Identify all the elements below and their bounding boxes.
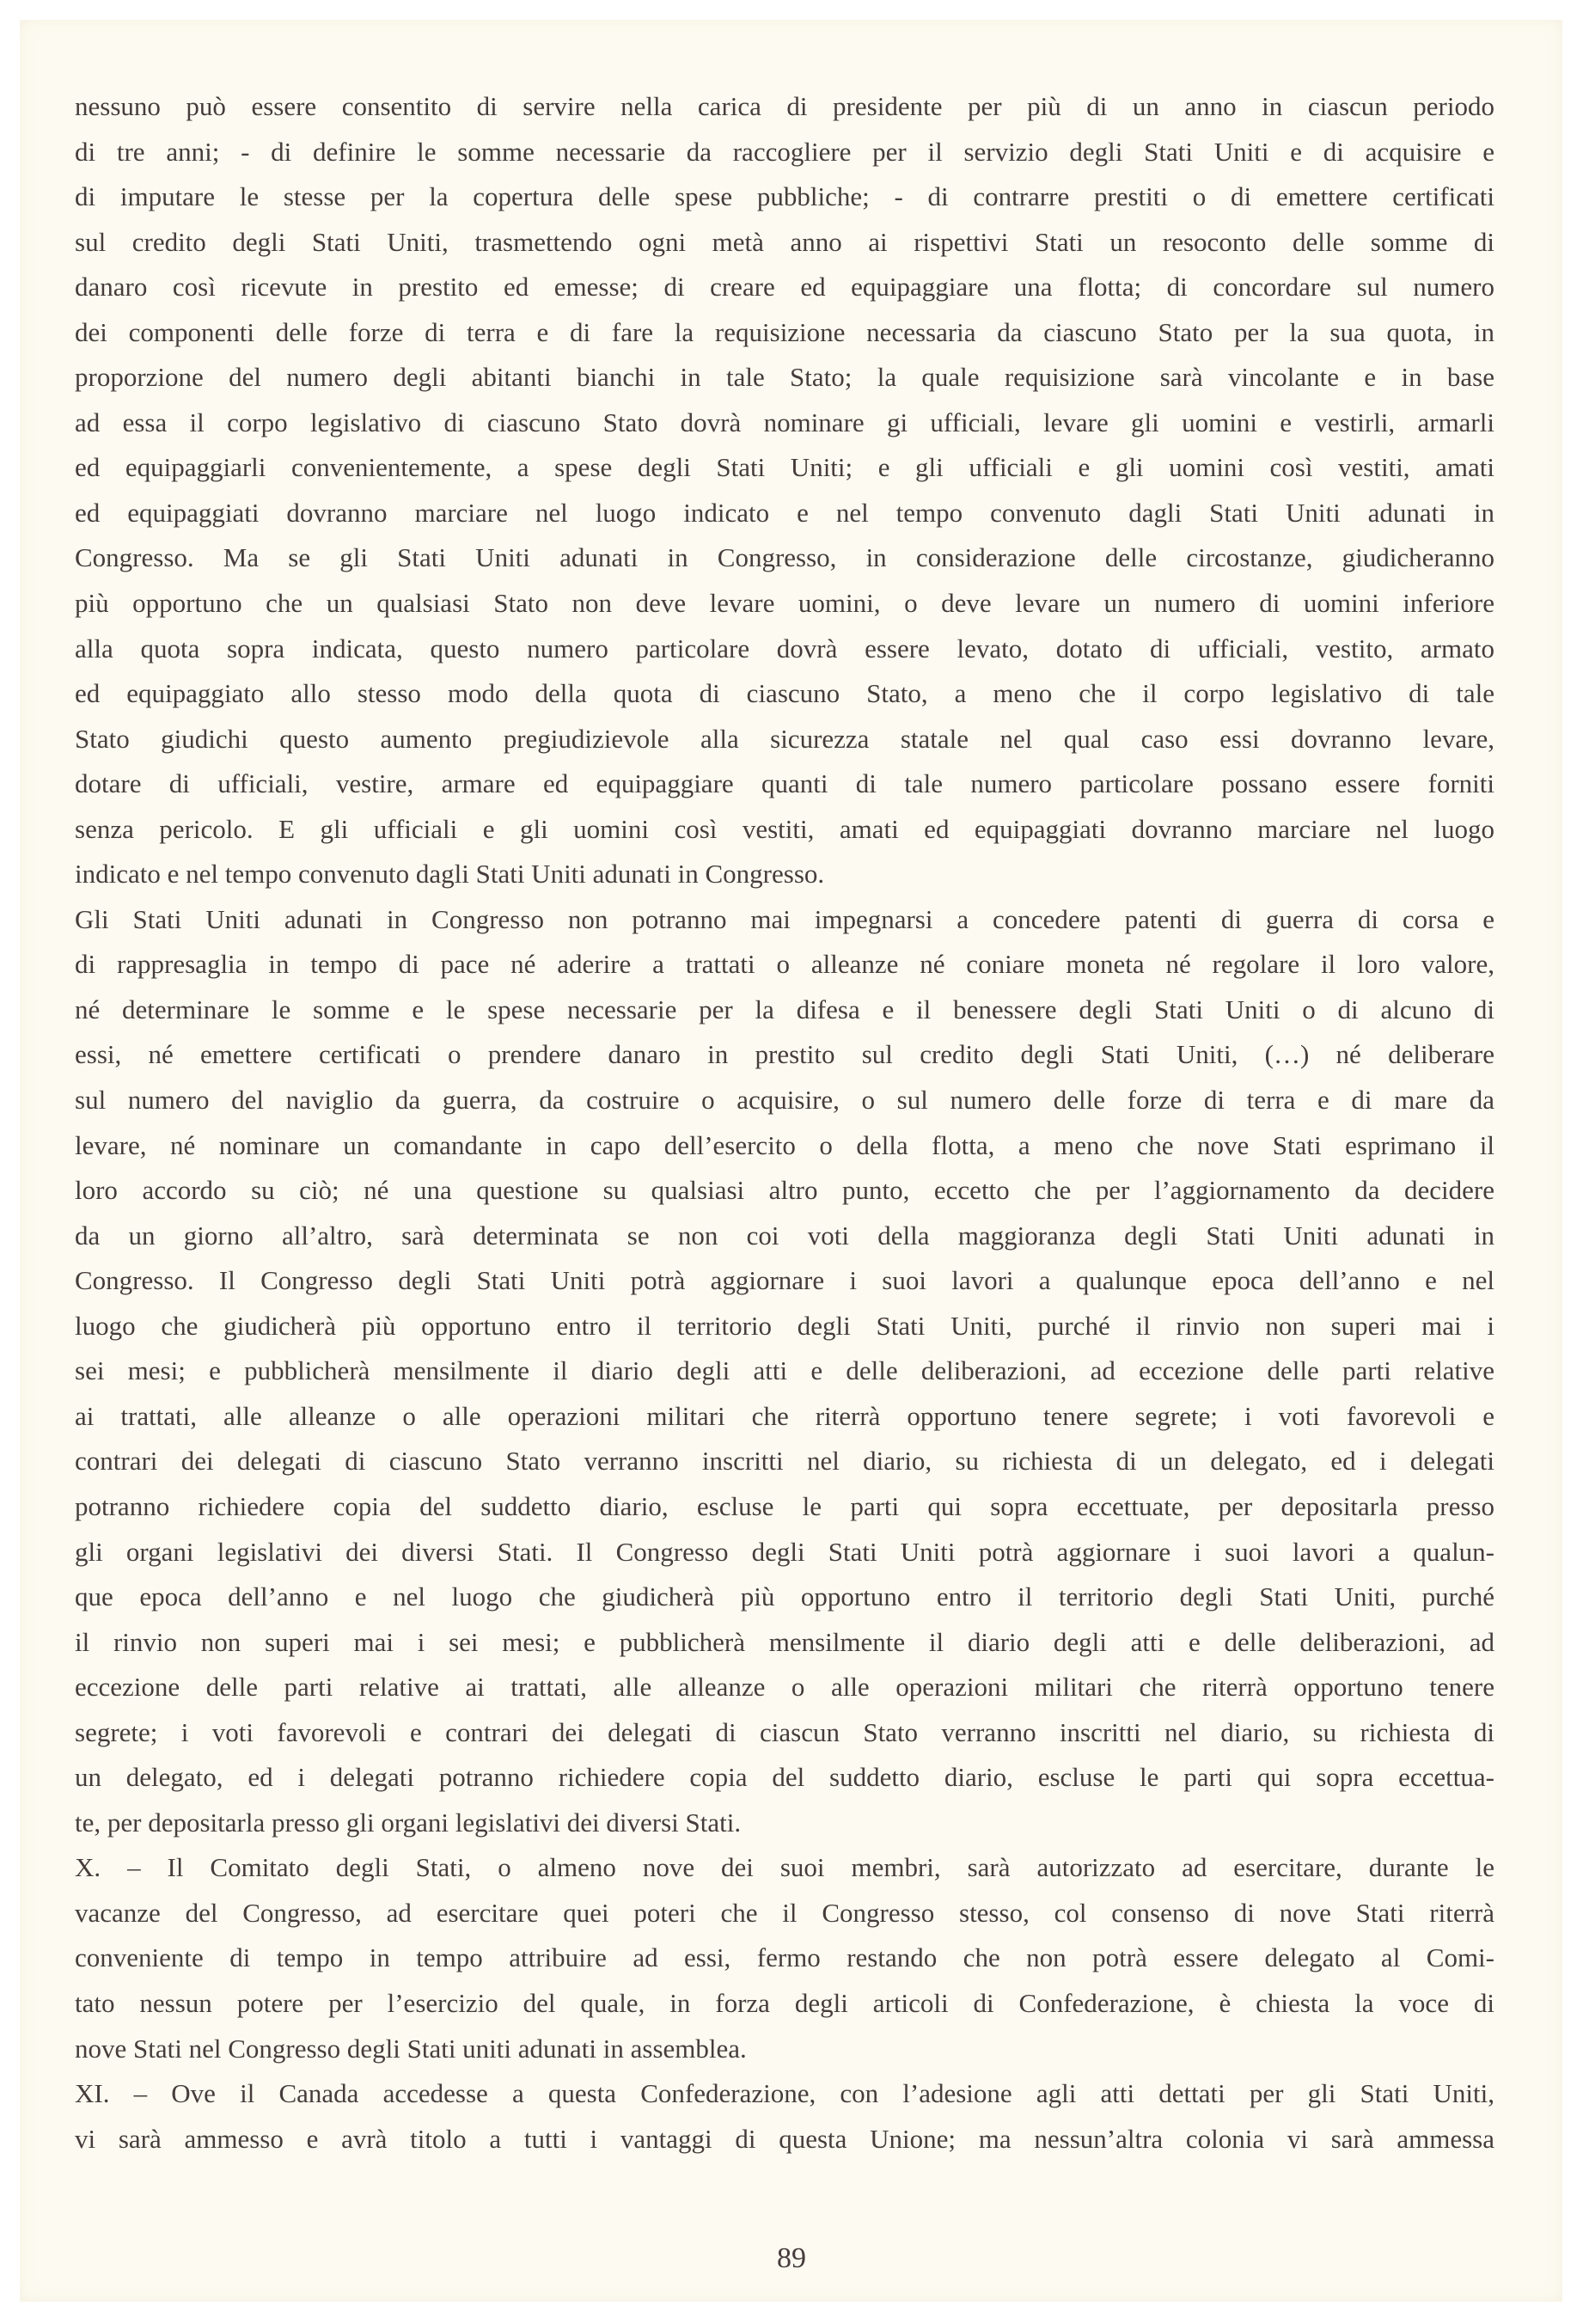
text-line: Stato giudichi questo aumento pregiudizievole alla sicurezza statale nel qual caso essi dovranno levare, xyxy=(75,723,1494,754)
text-line: da un giorno all’altro, sarà determinata se non coi voti della maggioranza degli Stati Uniti adunati in xyxy=(75,1220,1494,1251)
text-line: XI. – Ove il Canada accedesse a questa Confederazione, con l’adesione agli atti dettati per gli Stati Uniti, xyxy=(75,2078,1494,2109)
text-line: né determinare le somme e le spese necessarie per la difesa e il benessere degli Stati Uniti o di alcuno di xyxy=(75,994,1494,1024)
text-line: ad essa il corpo legislativo di ciascuno Stato dovrà nominare gi ufficiali, levare gli uomini e vestirli, armarli xyxy=(75,407,1494,437)
text-line: potranno richiedere copia del suddetto diario, escluse le parti qui sopra eccettuate, per depositarla presso xyxy=(75,1490,1494,1521)
text-line: te, per depositarla presso gli organi legislativi dei diversi Stati. xyxy=(75,1807,742,1838)
text-line: eccezione delle parti relative ai trattati, alle alleanze o alle operazioni militari che riterrà opportuno tenere xyxy=(75,1672,1494,1703)
text-line: di imputare le stesse per la copertura delle spese pubbliche; - di contrarre prestiti o di emettere certificati xyxy=(75,181,1494,212)
text-line: gli organi legislativi dei diversi Stati. Il Congresso degli Stati Uniti potrà aggiornare i suoi lavori a qualun- xyxy=(75,1536,1494,1567)
page-number: 89 xyxy=(777,2242,806,2274)
text-line: Gli Stati Uniti adunati in Congresso non potranno mai impegnarsi a concedere patenti di guerra di corsa e xyxy=(75,903,1494,934)
text-line: di rappresaglia in tempo di pace né aderire a trattati o alleanze né coniare moneta né regolare il loro valore, xyxy=(75,949,1494,980)
text-line: luogo che giudicherà più opportuno entro il territorio degli Stati Uniti, purché il rinvio non superi mai i xyxy=(75,1310,1494,1341)
text-line: vacanze del Congresso, ad esercitare quei poteri che il Congresso stesso, col consenso di nove Stati riterrà xyxy=(75,1897,1494,1928)
text-line: più opportuno che un qualsiasi Stato non deve levare uomini, o deve levare un numero di uomini inferiore xyxy=(75,588,1494,619)
text-line: indicato e nel tempo convenuto dagli Stati Uniti adunati in Congresso. xyxy=(75,859,825,890)
text-line: nessuno può essere consentito di servire nella carica di presidente per più di un anno in ciascun periodo xyxy=(75,91,1494,121)
text-line: ed equipaggiati dovranno marciare nel luogo indicato e nel tempo convenuto dagli Stati Uniti adunati in xyxy=(75,497,1494,528)
text-line: essi, né emettere certificati o prendere danaro in prestito sul credito degli Stati Uniti, (…) né deliberare xyxy=(75,1039,1494,1070)
text-line: ai trattati, alle alleanze o alle operazioni militari che riterrà opportuno tenere segrete; i voti favorevoli e xyxy=(75,1400,1494,1431)
text-line: danaro così ricevute in prestito ed emesse; di creare ed equipaggiare una flotta; di concordare sul numero xyxy=(75,272,1494,303)
text-line: dotare di ufficiali, vestire, armare ed equipaggiare quanti di tale numero particolare possano essere forniti xyxy=(75,768,1494,799)
text-line: nove Stati nel Congresso degli Stati uniti adunati in assemblea. xyxy=(75,2033,747,2064)
text-line: X. – Il Comitato degli Stati, o almeno nove dei suoi membri, sarà autorizzato ad esercitare, durante le xyxy=(75,1852,1494,1883)
text-line: dei componenti delle forze di terra e di fare la requisizione necessaria da ciascuno Stato per la sua quota, in xyxy=(75,316,1494,347)
text-line: segrete; i voti favorevoli e contrari dei delegati di ciascun Stato verranno inscritti nel diario, su richiesta di xyxy=(75,1716,1494,1747)
text-line: conveniente di tempo in tempo attribuire ad essi, fermo restando che non potrà essere delegato al Comi- xyxy=(75,1942,1494,1973)
text-line: que epoca dell’anno e nel luogo che giudicherà più opportuno entro il territorio degli Stati Uniti, purché xyxy=(75,1581,1494,1612)
text-line: levare, né nominare un comandante in capo dell’esercito o della flotta, a meno che nove Stati esprimano il xyxy=(75,1129,1494,1160)
text-line: alla quota sopra indicata, questo numero particolare dovrà essere levato, dotato di ufficiali, vestito, armato xyxy=(75,633,1494,664)
text-line: un delegato, ed i delegati potranno richiedere copia del suddetto diario, escluse le parti qui sopra eccettua- xyxy=(75,1762,1494,1793)
body-text xyxy=(75,84,1494,2162)
text-line: Congresso. Ma se gli Stati Uniti adunati in Congresso, in considerazione delle circostanze, giudicheranno xyxy=(75,542,1494,573)
text-line: sul numero del naviglio da guerra, da costruire o acquisire, o sul numero delle forze di terra e di mare da xyxy=(75,1085,1494,1116)
text-line: tato nessun potere per l’esercizio del quale, in forza degli articoli di Confederazione, è chiesta la voce di xyxy=(75,1987,1494,2018)
text-line: proporzione del numero degli abitanti bianchi in tale Stato; la quale requisizione sarà vincolante e in base xyxy=(75,362,1494,393)
text-line: il rinvio non superi mai i sei mesi; e pubblicherà mensilmente il diario degli atti e delle deliberazioni, ad xyxy=(75,1626,1494,1657)
text-line: loro accordo su ciò; né una questione su qualsiasi altro punto, eccetto che per l’aggiornamento da decidere xyxy=(75,1175,1494,1206)
text-line: ed equipaggiarli convenientemente, a spese degli Stati Uniti; e gli ufficiali e gli uomini così vestiti, amati xyxy=(75,452,1494,483)
text-line: di tre anni; - di definire le somme necessarie da raccogliere per il servizio degli Stati Uniti e di acquisire e xyxy=(75,136,1494,167)
text-line: sei mesi; e pubblicherà mensilmente il diario degli atti e delle deliberazioni, ad eccezione delle parti relative xyxy=(75,1355,1494,1386)
text-line: ed equipaggiato allo stesso modo della quota di ciascuno Stato, a meno che il corpo legislativo di tale xyxy=(75,678,1494,709)
text-line: senza pericolo. E gli ufficiali e gli uomini così vestiti, amati ed equipaggiati dovranno marciare nel luogo xyxy=(75,813,1494,844)
text-line: contrari dei delegati di ciascuno Stato verranno inscritti nel diario, su richiesta di un delegato, ed i delegati xyxy=(75,1446,1494,1477)
text-line: Congresso. Il Congresso degli Stati Uniti potrà aggiornare i suoi lavori a qualunque epoca dell’anno e nel xyxy=(75,1265,1494,1296)
text-line: vi sarà ammesso e avrà titolo a tutti i vantaggi di questa Unione; ma nessun’altra colonia vi sarà ammessa xyxy=(75,2123,1494,2154)
text-line: sul credito degli Stati Uniti, trasmettendo ogni metà anno ai rispettivi Stati un resoconto delle somme di xyxy=(75,226,1494,257)
